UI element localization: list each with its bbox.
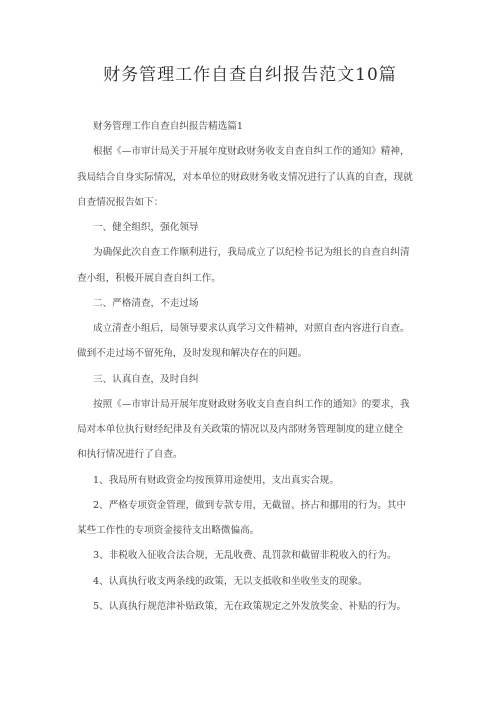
paragraph-line: 和执行情况进行了自查。 (77, 449, 183, 460)
section-heading: 一、健全组织，强化领导 (93, 222, 199, 233)
paragraph-line: 为确保此次自查工作顺利进行，我局成立了以纪检书记为组长的自查自纠清 (93, 247, 410, 258)
paragraph-line: 局对本单位执行财经纪律及有关政策的情况以及内部财务管理制度的建立健全 (77, 424, 404, 435)
section-heading: 三、认真自查，及时自纠 (93, 374, 199, 385)
paragraph-line: 做到不走过场不留死角，及时发现和解决存在的问题。 (77, 348, 308, 359)
document-subtitle: 财务管理工作自查自纠报告精选篇1 (93, 121, 244, 132)
list-item: 1、我局所有财政资金均按预算用途使用，支出真实合规。 (93, 475, 339, 486)
list-item: 5、认真执行规范津补贴政策，无在政策规定之外发放奖金、补贴的行为。 (93, 601, 407, 612)
section-heading: 二、严格清查，不走过场 (93, 298, 199, 309)
document-title: 财务管理工作自查自纠报告范文10篇 (103, 65, 397, 85)
list-item: 2、严格专项资金管理，做到专款专用，无截留、挤占和挪用的行为。其中 (93, 500, 407, 511)
paragraph-line: 我局结合自身实际情况，对本单位的财政财务收支情况进行了认真的自查，现就 (77, 172, 413, 183)
paragraph-line: 根据《—市审计局关于开展年度财政财务收支自查自纠工作的通知》精神， (93, 146, 410, 157)
paragraph-line: 成立清查小组后，局领导要求认真学习文件精神，对照自查内容进行自查。 (93, 323, 410, 334)
paragraph-line: 某些工作性的专项资金接待支出略微偏高。 (77, 525, 260, 536)
list-item: 3、非税收入征收合法合规，无乱收费、乱罚款和截留非税收入的行为。 (93, 550, 397, 561)
paragraph-line: 按照《—市审计局开展年度财政财务收支自查自纠工作的通知》的要求，我 (93, 399, 410, 410)
list-item: 4、认真执行收支两条线的政策，无以支抵收和坐收坐支的现象。 (93, 576, 368, 587)
paragraph-line: 查小组，积极开展自查自纠工作。 (77, 273, 221, 284)
paragraph-line: 自查情况报告如下： (77, 197, 164, 208)
